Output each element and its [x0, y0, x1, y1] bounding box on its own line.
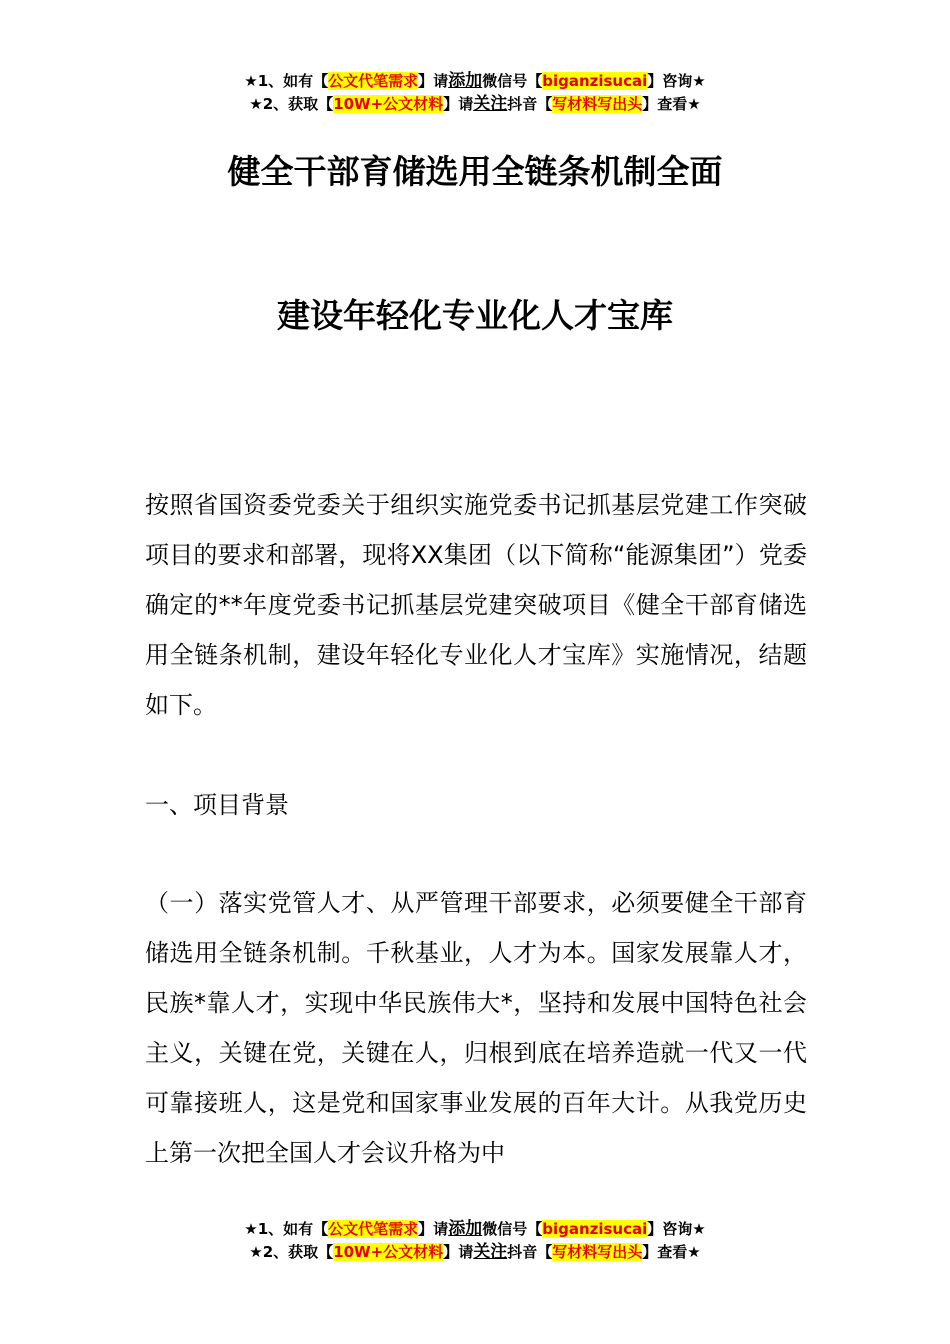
section-heading-1: 一、项目背景	[145, 791, 289, 819]
banner-highlight: 公文代笔需求	[328, 1220, 419, 1238]
banner-wechat-id: biganzisucai	[542, 1220, 648, 1238]
banner-text: ★1、如有【	[244, 72, 329, 90]
banner-line-1	[0, 70, 950, 93]
banner-line-2	[0, 93, 950, 116]
banner-text: 】请	[418, 72, 449, 90]
banner-line-1	[0, 1218, 950, 1241]
banner-text: 】请	[443, 95, 474, 113]
footer-banner	[0, 1218, 950, 1264]
banner-wechat-id: biganzisucai	[542, 72, 648, 90]
banner-highlight: 10W+公文材料	[333, 95, 444, 113]
banner-text: ★2、获取【	[249, 1243, 334, 1261]
banner-text: ★2、获取【	[249, 95, 334, 113]
banner-highlight: 写材料写出头	[552, 95, 643, 113]
banner-text: 】咨询★	[647, 1220, 706, 1238]
banner-text: ★1、如有【	[244, 1220, 329, 1238]
banner-text: 】咨询★	[647, 72, 706, 90]
document-title-line-2: 建设年轻化专业化人才宝库	[277, 296, 673, 335]
banner-emphasis: 添加	[448, 1219, 483, 1239]
intro-paragraph: 按照省国资委党委关于组织实施党委书记抓基层党建工作突破项目的要求和部署，现将XX集团（以下简称“能源集团”）党委确定的**年度党委书记抓基层党建突破项目《健全干部育储选用全链条机制，建设年轻化专业化人才宝库》实施情况，结题如下。	[145, 491, 807, 719]
banner-text: 】查看★	[642, 1243, 701, 1261]
banner-emphasis: 添加	[448, 71, 483, 91]
banner-highlight: 写材料写出头	[552, 1243, 643, 1261]
section-1-paragraph: （一）落实党管人才、从严管理干部要求，必须要健全干部育储选用全链条机制。千秋基业，人才为本。国家发展靠人才，民族*靠人才，实现中华民族伟大*，坚持和发展中国特色社会主义，关键在党，关键在人，归根到底在培养造就一代又一代可靠接班人，这是党和国家事业发展的百年大计。从我党历史上第一次把全国人才会议升格为中	[145, 889, 807, 1167]
document-title-line-1: 健全干部育储选用全链条机制全面	[227, 152, 723, 191]
banner-highlight: 10W+公文材料	[333, 1243, 444, 1261]
banner-line-2	[0, 1241, 950, 1264]
banner-text: 】请	[418, 1220, 449, 1238]
header-banner	[0, 70, 950, 116]
banner-text: 微信号【	[482, 1220, 543, 1238]
banner-text: 抖音【	[507, 95, 553, 113]
banner-text: 】请	[443, 1243, 474, 1261]
banner-emphasis: 关注	[473, 1242, 508, 1262]
banner-text: 】查看★	[642, 95, 701, 113]
banner-text: 微信号【	[482, 72, 543, 90]
banner-text: 抖音【	[507, 1243, 553, 1261]
banner-highlight: 公文代笔需求	[328, 72, 419, 90]
banner-emphasis: 关注	[473, 94, 508, 114]
